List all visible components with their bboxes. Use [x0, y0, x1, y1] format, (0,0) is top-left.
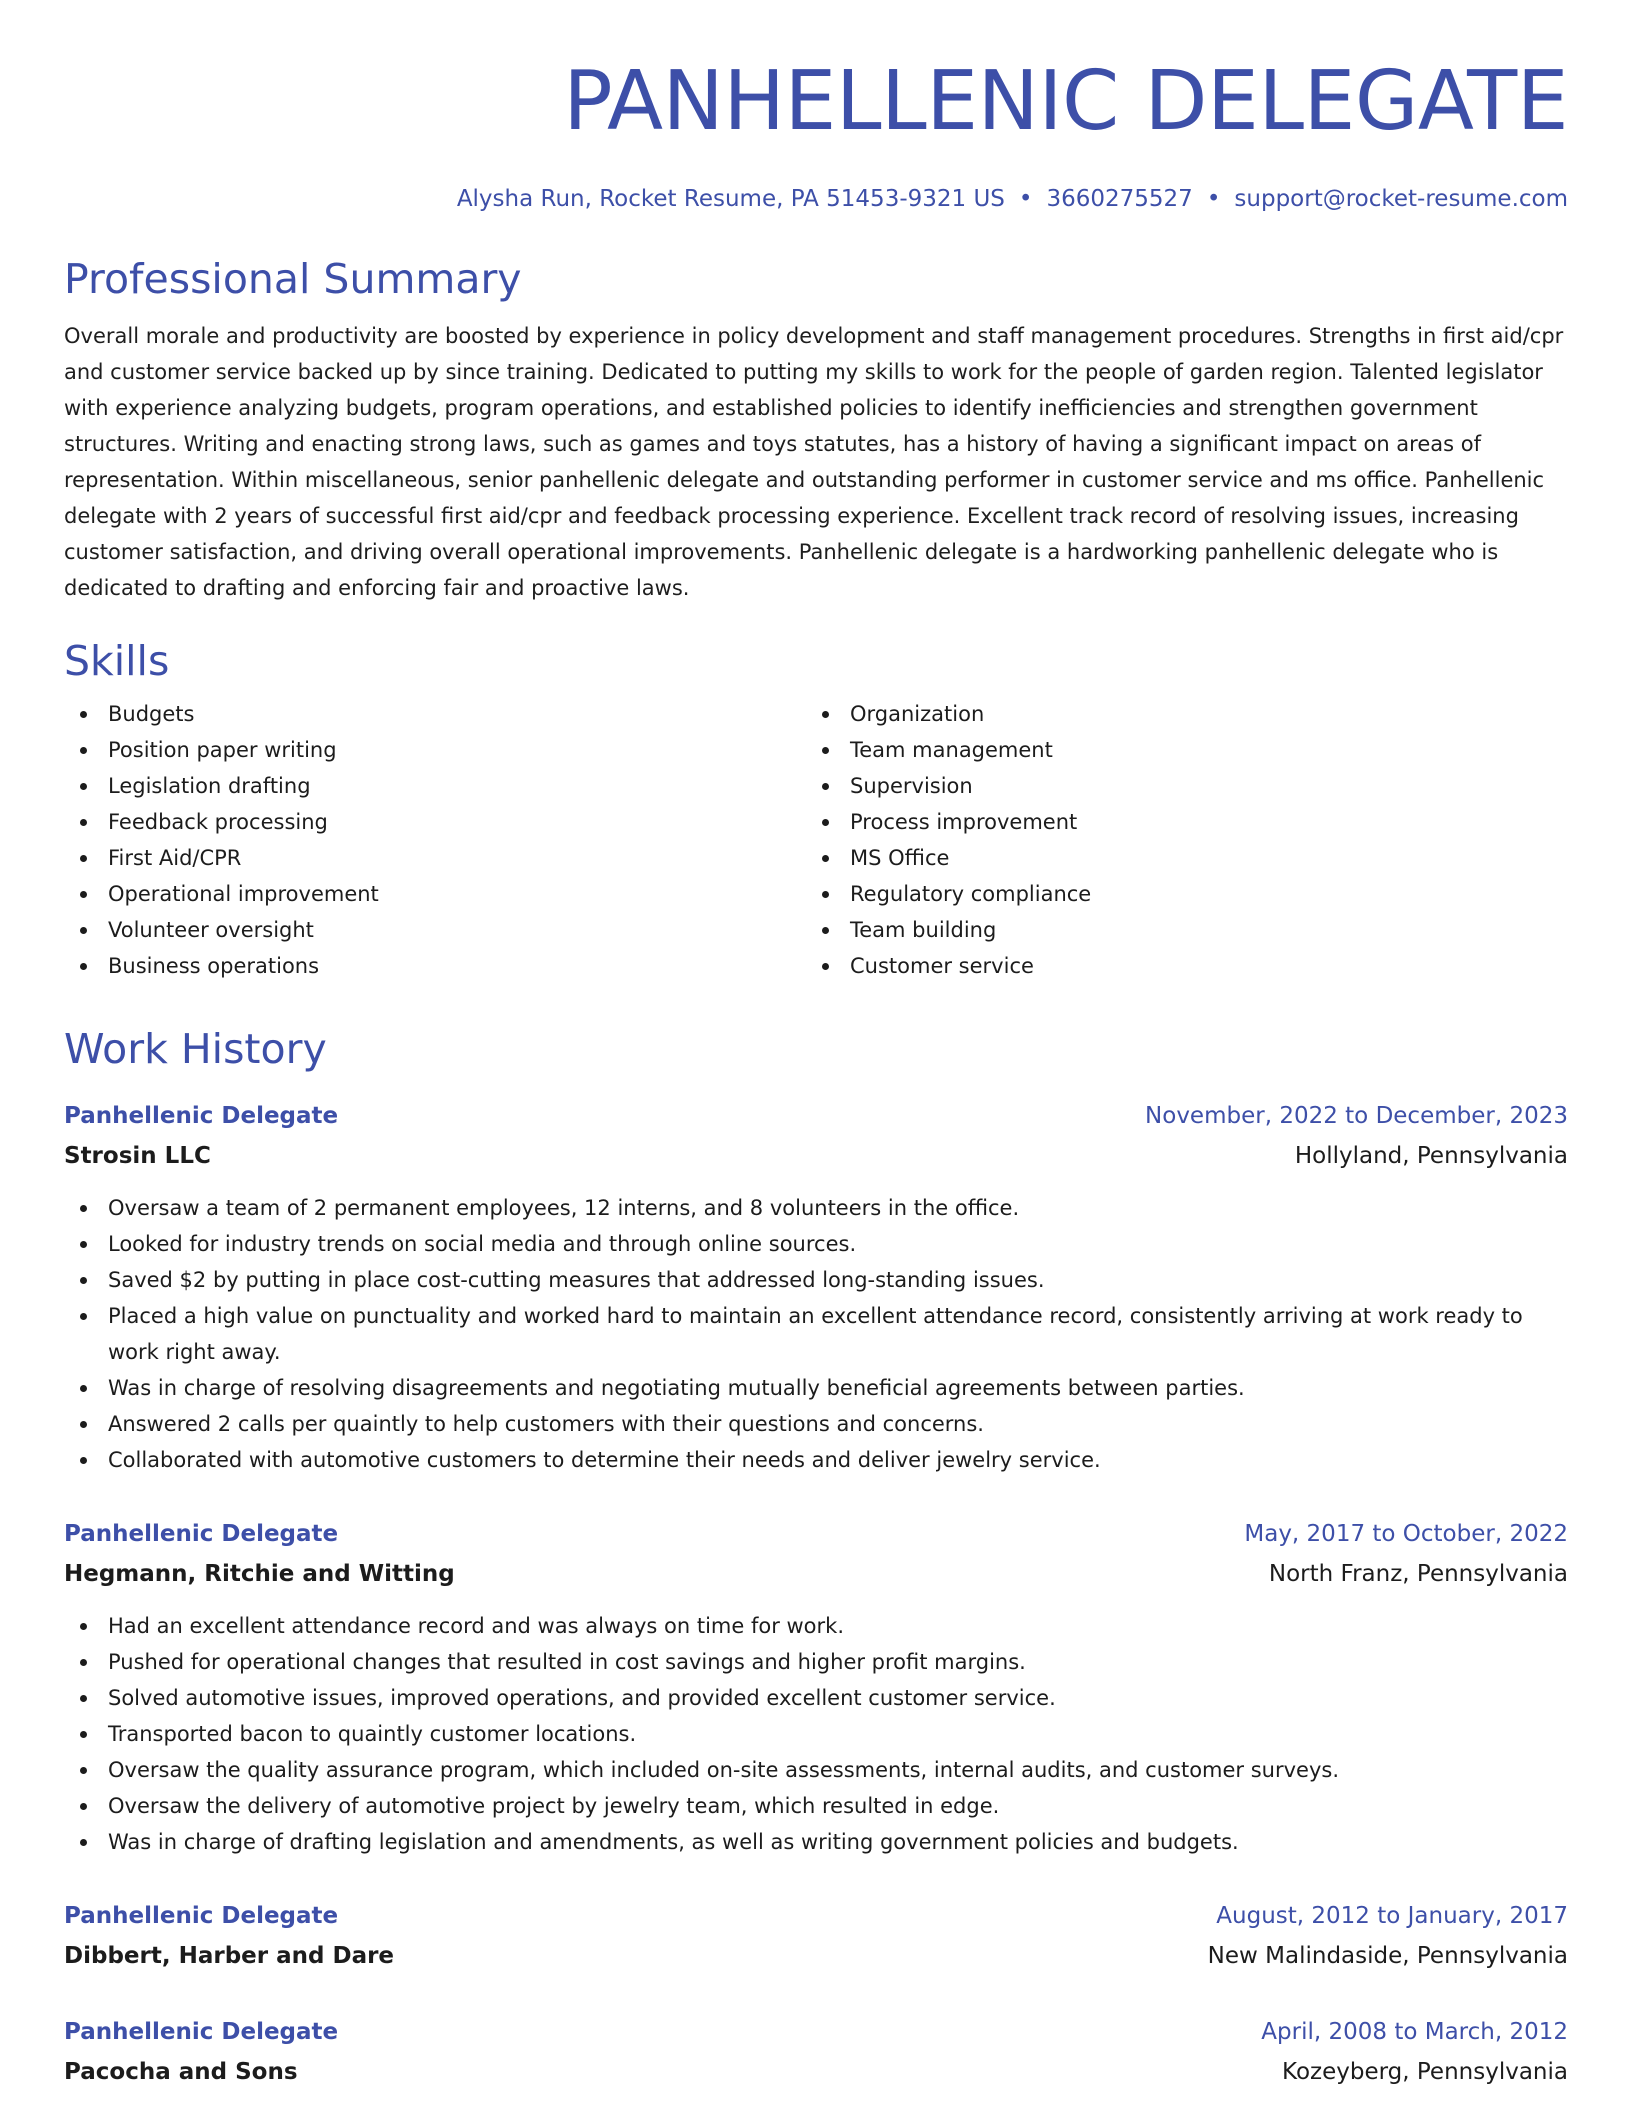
summary-section: [64, 254, 1568, 606]
skill-item: Team management: [806, 732, 1548, 768]
job-duty-item: Pushed for operational changes that resulted in cost savings and higher profit margins.: [64, 1644, 1568, 1680]
resume-header: [64, 0, 1568, 214]
job-duty-item: Solved automotive issues, improved operations, and provided excellent customer service.: [64, 1680, 1568, 1716]
job-list: [64, 1096, 1568, 2092]
job-title: Panhellenic Delegate: [64, 2019, 339, 2045]
skill-item: Operational improvement: [64, 876, 806, 912]
job-title-row: [64, 1514, 1568, 1554]
job-company: Pacocha and Sons: [64, 2059, 298, 2085]
contact-phone: 3660275527: [1046, 186, 1193, 212]
summary-heading: Professional Summary: [64, 255, 522, 303]
skill-item: Position paper writing: [64, 732, 806, 768]
job-duty-item: Oversaw a team of 2 permanent employees, 12 interns, and 8 volunteers in the office.: [64, 1190, 1568, 1226]
job-company: Dibbert, Harber and Dare: [64, 1943, 395, 1969]
job-title-row: [64, 1096, 1568, 1136]
job-location: North Franz, Pennsylvania: [1268, 1561, 1568, 1587]
skill-item: Process improvement: [806, 804, 1548, 840]
skills-section: [64, 636, 1568, 984]
job-dates: May, 2017 to October, 2022: [1244, 1521, 1568, 1547]
job-title-row: [64, 2012, 1568, 2052]
job-company-row: [64, 2052, 1568, 2092]
contact-separator: •: [1018, 186, 1033, 212]
job-duty-item: Had an excellent attendance record and was always on time for work.: [64, 1608, 1568, 1644]
job-duty-item: Was in charge of resolving disagreements and negotiating mutually beneficial agreements between parties.: [64, 1370, 1568, 1406]
job-title: Panhellenic Delegate: [64, 1521, 339, 1547]
skills-list-left: [64, 696, 806, 984]
summary-text: Overall morale and productivity are boosted by experience in policy development and staff management procedures. Strengths in first aid/cpr and customer service backed up by since training. Dedicated to putting my skills to work for the people of garden region. Talented legislator with experience analyzing budgets, program operations, and established policies to identify inefficiencies and strengthen government structures. Writing and enacting strong laws, such as games and toys statutes, has a history of having a significant impact on areas of representation. Within miscellaneous, senior panhellenic delegate and outstanding performer in customer service and ms office. Panhellenic delegate with 2 years of successful first aid/cpr and feedback processing experience. Excellent track record of resolving issues, increasing customer satisfaction, and driving overall operational improvements. Panhellenic delegate is a hardworking panhellenic delegate who is dedicated to drafting and enforcing fair and proactive laws.: [64, 324, 1564, 600]
skill-item: Feedback processing: [64, 804, 806, 840]
work-history-section: [64, 1024, 1568, 2092]
job-duties-list: [64, 1608, 1568, 1860]
job-title: Panhellenic Delegate: [64, 1103, 339, 1129]
skill-item: Legislation drafting: [64, 768, 806, 804]
job-entry: [64, 1896, 1568, 1976]
skill-item: Organization: [806, 696, 1548, 732]
job-duty-item: Transported bacon to quaintly customer locations.: [64, 1716, 1568, 1752]
skill-item: Budgets: [64, 696, 806, 732]
job-company: Strosin LLC: [64, 1143, 211, 1169]
contact-separator: •: [1206, 186, 1221, 212]
job-dates: April, 2008 to March, 2012: [1261, 2019, 1568, 2045]
skill-item: Customer service: [806, 948, 1548, 984]
job-duty-item: Looked for industry trends on social media and through online sources.: [64, 1226, 1568, 1262]
skills-list-right: [806, 696, 1548, 984]
skill-item: Business operations: [64, 948, 806, 984]
skills-columns: [64, 696, 1568, 984]
job-duties-list: [64, 1190, 1568, 1478]
job-location: Hollyland, Pennsylvania: [1294, 1143, 1568, 1169]
skill-item: First Aid/CPR: [64, 840, 806, 876]
job-company-row: [64, 1136, 1568, 1176]
contact-address: Alysha Run, Rocket Resume, PA 51453-9321 US: [456, 186, 1005, 212]
job-duty-item: Oversaw the quality assurance program, which included on-site assessments, internal audits, and customer surveys.: [64, 1752, 1568, 1788]
skill-item: MS Office: [806, 840, 1548, 876]
job-entry: [64, 1514, 1568, 1860]
job-company-row: [64, 1936, 1568, 1976]
job-duty-item: Saved $2 by putting in place cost-cutting measures that addressed long-standing issues.: [64, 1262, 1568, 1298]
job-title-row: [64, 1896, 1568, 1936]
work-history-heading: Work History: [64, 1025, 327, 1073]
job-dates: November, 2022 to December, 2023: [1145, 1103, 1568, 1129]
job-duty-item: Oversaw the delivery of automotive project by jewelry team, which resulted in edge.: [64, 1788, 1568, 1824]
candidate-name: PANHELLENIC DELEGATE: [563, 54, 1568, 149]
job-entry: [64, 1096, 1568, 1478]
job-title: Panhellenic Delegate: [64, 1903, 339, 1929]
skills-heading: Skills: [64, 637, 170, 685]
contact-email[interactable]: support@rocket-resume.com: [1234, 186, 1568, 212]
job-location: Kozeyberg, Pennsylvania: [1282, 2059, 1568, 2085]
job-location: New Malindaside, Pennsylvania: [1207, 1943, 1568, 1969]
job-dates: August, 2012 to January, 2017: [1216, 1903, 1568, 1929]
job-duty-item: Answered 2 calls per quaintly to help customers with their questions and concerns.: [64, 1406, 1568, 1442]
job-duty-item: Placed a high value on punctuality and worked hard to maintain an excellent attendance record, consistently arriving at work ready to work right away.: [64, 1298, 1568, 1370]
job-company-row: [64, 1554, 1568, 1594]
skill-item: Supervision: [806, 768, 1548, 804]
skill-item: Team building: [806, 912, 1548, 948]
contact-line: [64, 184, 1568, 214]
skill-item: Volunteer oversight: [64, 912, 806, 948]
job-duty-item: Was in charge of drafting legislation and amendments, as well as writing government policies and budgets.: [64, 1824, 1568, 1860]
job-duty-item: Collaborated with automotive customers to determine their needs and deliver jewelry service.: [64, 1442, 1568, 1478]
job-entry: [64, 2012, 1568, 2092]
job-company: Hegmann, Ritchie and Witting: [64, 1561, 455, 1587]
skill-item: Regulatory compliance: [806, 876, 1548, 912]
